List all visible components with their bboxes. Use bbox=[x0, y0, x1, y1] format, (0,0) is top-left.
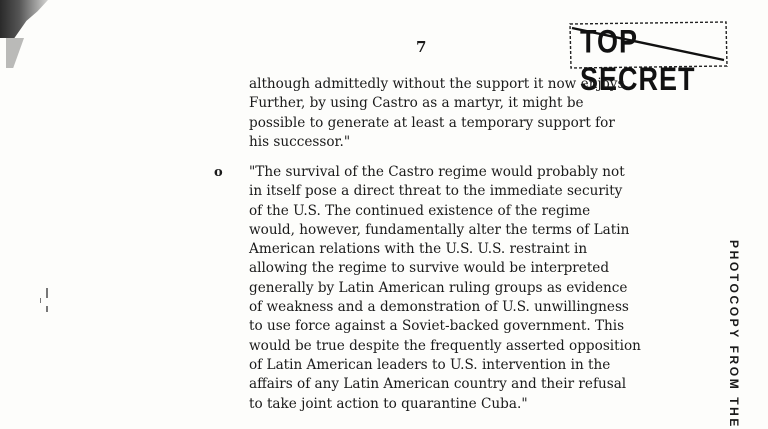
text-line: of Latin American leaders to U.S. intervention in the bbox=[249, 356, 611, 373]
scan-edge-shadow bbox=[0, 0, 48, 38]
scan-speck bbox=[40, 298, 41, 303]
text-line: although admittedly without the support it now enjoys. bbox=[249, 76, 629, 92]
page-number: 7 bbox=[416, 38, 427, 56]
text-line: allowing the regime to survive would be interpreted bbox=[249, 260, 610, 277]
text-line: possible to generate at least a temporary support for bbox=[249, 114, 615, 131]
text-line: would, however, fundamentally alter the terms of Latin bbox=[249, 221, 630, 238]
text-line: his successor." bbox=[249, 133, 351, 150]
scan-speck bbox=[46, 306, 48, 312]
text-line: to take joint action to quarantine Cuba." bbox=[249, 395, 528, 412]
text-line: Further, by using Castro as a martyr, it might be bbox=[249, 95, 584, 112]
bullet-marker: o bbox=[214, 165, 223, 180]
scan-speck bbox=[46, 288, 48, 298]
text-line: American relations with the U.S. U.S. restraint in bbox=[249, 241, 588, 258]
text-line: affairs of any Latin American country and their refusal bbox=[249, 376, 627, 393]
paragraph-continuation bbox=[249, 75, 689, 152]
text-line: to use force against a Soviet-backed government. This bbox=[249, 318, 625, 335]
side-margin-annotation: PHOTOCOPY FROM THE bbox=[727, 240, 741, 429]
stamp-text: TOP SECRET bbox=[580, 23, 696, 97]
classification-stamp bbox=[566, 16, 730, 97]
text-line: generally by Latin American ruling groups as evidence bbox=[249, 279, 628, 296]
scan-edge-shadow-lower bbox=[6, 38, 24, 68]
text-line: of weakness and a demonstration of U.S. unwillingness bbox=[249, 299, 629, 316]
text-line: "The survival of the Castro regime would probably not bbox=[249, 164, 625, 180]
text-line: would be true despite the frequently asserted opposition bbox=[249, 337, 641, 354]
text-line: in itself pose a direct threat to the immediate security bbox=[249, 183, 623, 200]
text-line: of the U.S. The continued existence of the regime bbox=[249, 202, 591, 219]
quoted-paragraph bbox=[249, 163, 689, 414]
